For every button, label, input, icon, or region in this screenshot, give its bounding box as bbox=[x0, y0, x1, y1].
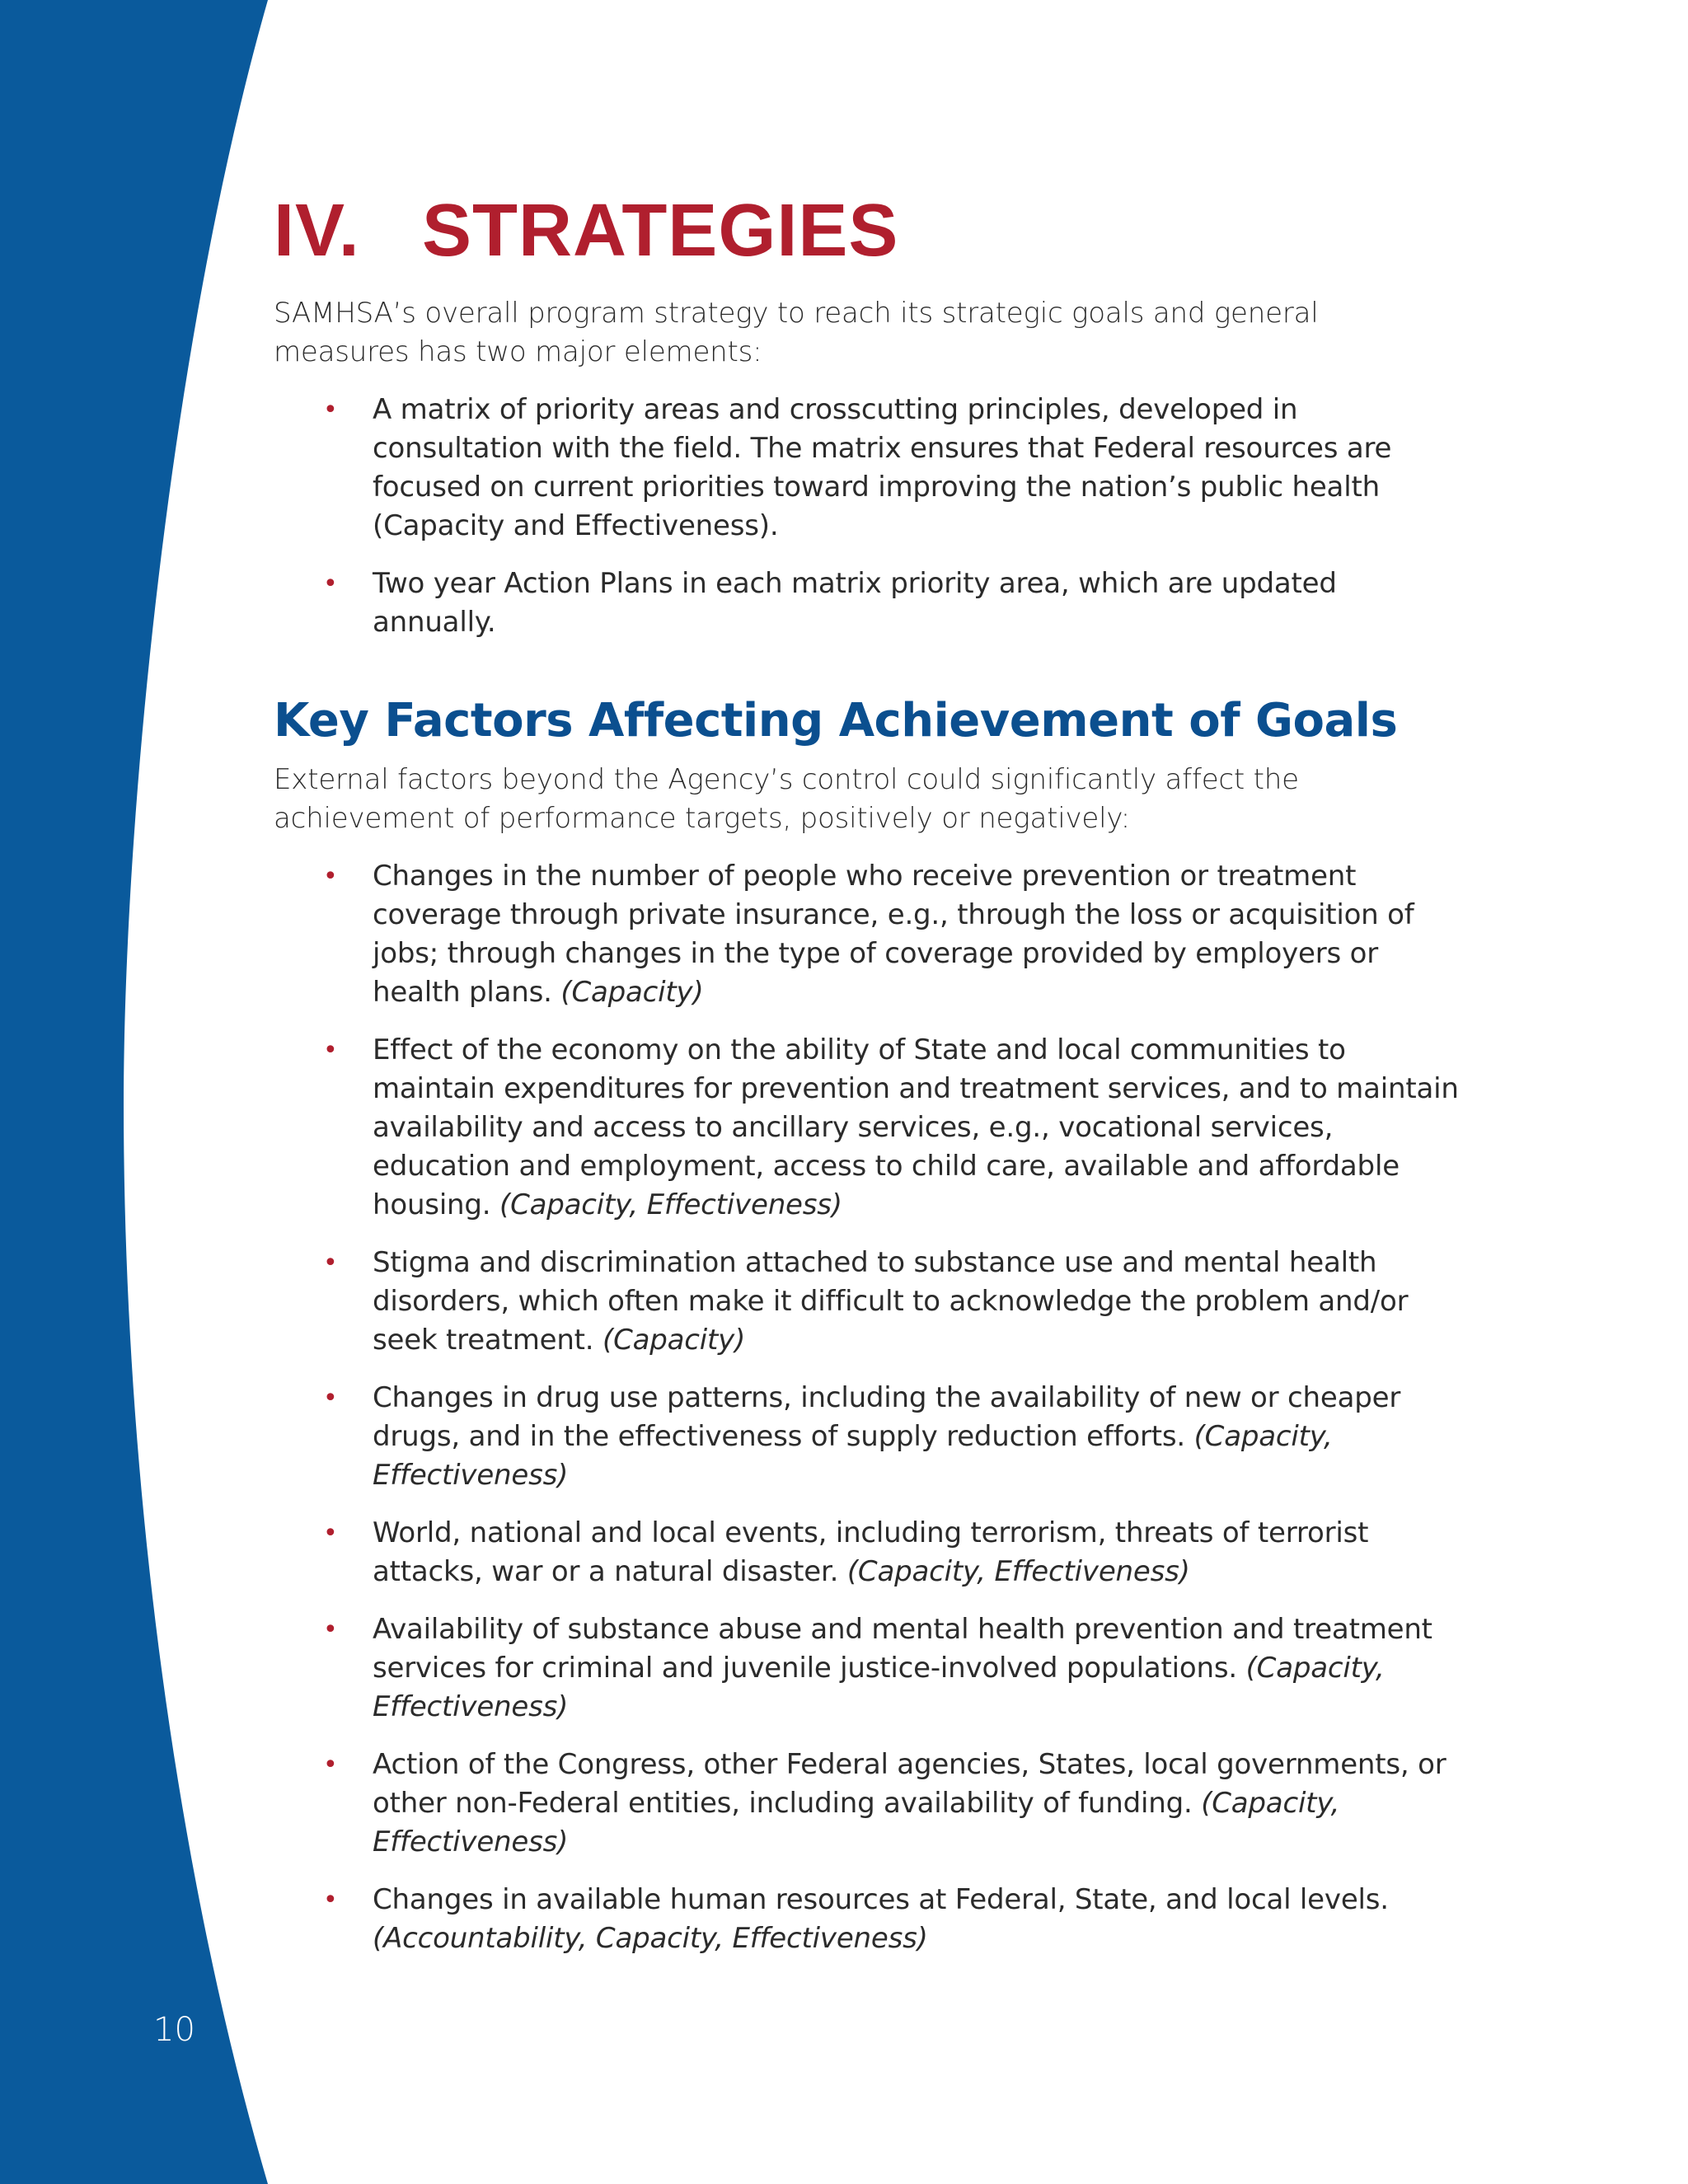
bullet-icon: • bbox=[323, 862, 338, 891]
bullet-measure-tag: (Accountability, Capacity, Effectiveness) bbox=[373, 1922, 928, 1955]
bullet-item bbox=[323, 1379, 1461, 1495]
bullet-icon: • bbox=[323, 1886, 338, 1915]
bullet-item bbox=[323, 1244, 1461, 1360]
strategy-intro: SAMHSA’s overall program strategy to reach its strategic goals and general measures has two major elements: bbox=[274, 297, 1319, 368]
page-content bbox=[274, 177, 1461, 1977]
key-factors-list bbox=[274, 857, 1461, 1958]
section-number: IV. bbox=[274, 190, 360, 272]
bullet-icon: • bbox=[323, 396, 338, 424]
bullet-text: Action of the Congress, other Federal agencies, States, local governments, or other non-Federal entities, including availability of funding. bbox=[373, 1748, 1447, 1820]
blue-curve-band bbox=[0, 0, 268, 2184]
strategy-elements-list bbox=[274, 391, 1461, 642]
bullet-icon: • bbox=[323, 1249, 338, 1277]
bullet-text: A matrix of priority areas and crosscutting principles, developed in consultation with the field. The matrix ensures that Federal resources are focused on current priorities toward improving the nation’s public health (Capacity and Effectiveness). bbox=[373, 393, 1392, 542]
bullet-item bbox=[323, 1881, 1461, 1958]
bullet-item bbox=[323, 1031, 1461, 1225]
bullet-item bbox=[323, 857, 1461, 1012]
bullet-text: Stigma and discrimination attached to substance use and mental health disorders, which often make it difficult to acknowledge the problem and/or seek treatment. bbox=[373, 1246, 1409, 1357]
bullet-measure-tag: (Capacity) bbox=[603, 1324, 746, 1357]
bullet-item bbox=[323, 1610, 1461, 1727]
bullet-icon: • bbox=[323, 1750, 338, 1779]
bullet-text: Availability of substance abuse and mental health prevention and treatment services for criminal and juvenile justice-involved populations. bbox=[373, 1613, 1432, 1685]
bullet-icon: • bbox=[323, 1615, 338, 1644]
bullet-item bbox=[323, 391, 1461, 546]
bullet-text: Two year Action Plans in each matrix priority area, which are updated annually. bbox=[373, 567, 1337, 639]
page-number: 10 bbox=[153, 2011, 195, 2049]
bullet-measure-tag: (Capacity, Effectiveness) bbox=[373, 1787, 1340, 1858]
section-title bbox=[274, 177, 1461, 284]
bullet-item bbox=[323, 565, 1461, 642]
bullet-measure-tag: (Capacity, Effectiveness) bbox=[846, 1555, 1190, 1588]
bullet-text: Changes in the number of people who receive prevention or treatment coverage through private insurance, e.g., through the loss or acquisition of jobs; through changes in the type of coverage provided by employers or health plans. bbox=[373, 860, 1414, 1009]
section-title-text: STRATEGIES bbox=[422, 190, 899, 272]
bullet-text: Effect of the economy on the ability of State and local communities to maintain expenditures for prevention and treatment services, and to maintain availability and access to ancillary services, e.g., vocational services, education and employment, access to child care, available and affordable housing. bbox=[373, 1033, 1459, 1221]
key-factors-heading: Key Factors Affecting Achievement of Goals bbox=[274, 694, 1398, 748]
bullet-text: World, national and local events, including terrorism, threats of terrorist attacks, war or a natural disaster. bbox=[373, 1516, 1369, 1588]
bullet-icon: • bbox=[323, 1036, 338, 1065]
key-factors-intro: External factors beyond the Agency’s control could significantly affect the achievement of performance targets, positively or negatively: bbox=[274, 763, 1299, 835]
bullet-icon: • bbox=[323, 1384, 338, 1413]
bullet-measure-tag: (Capacity, Effectiveness) bbox=[373, 1652, 1385, 1723]
bullet-measure-tag: (Capacity, Effectiveness) bbox=[373, 1420, 1333, 1492]
bullet-measure-tag: (Capacity) bbox=[560, 976, 704, 1009]
bullet-icon: • bbox=[323, 1519, 338, 1548]
bullet-item bbox=[323, 1746, 1461, 1862]
bullet-item bbox=[323, 1514, 1461, 1591]
bullet-text: Changes in drug use patterns, including the availability of new or cheaper drugs, and in the effectiveness of supply reduction efforts. bbox=[373, 1381, 1401, 1453]
bullet-measure-tag: (Capacity, Effectiveness) bbox=[499, 1188, 842, 1221]
bullet-text: Changes in available human resources at Federal, State, and local levels. bbox=[373, 1883, 1389, 1916]
bullet-icon: • bbox=[323, 569, 338, 598]
